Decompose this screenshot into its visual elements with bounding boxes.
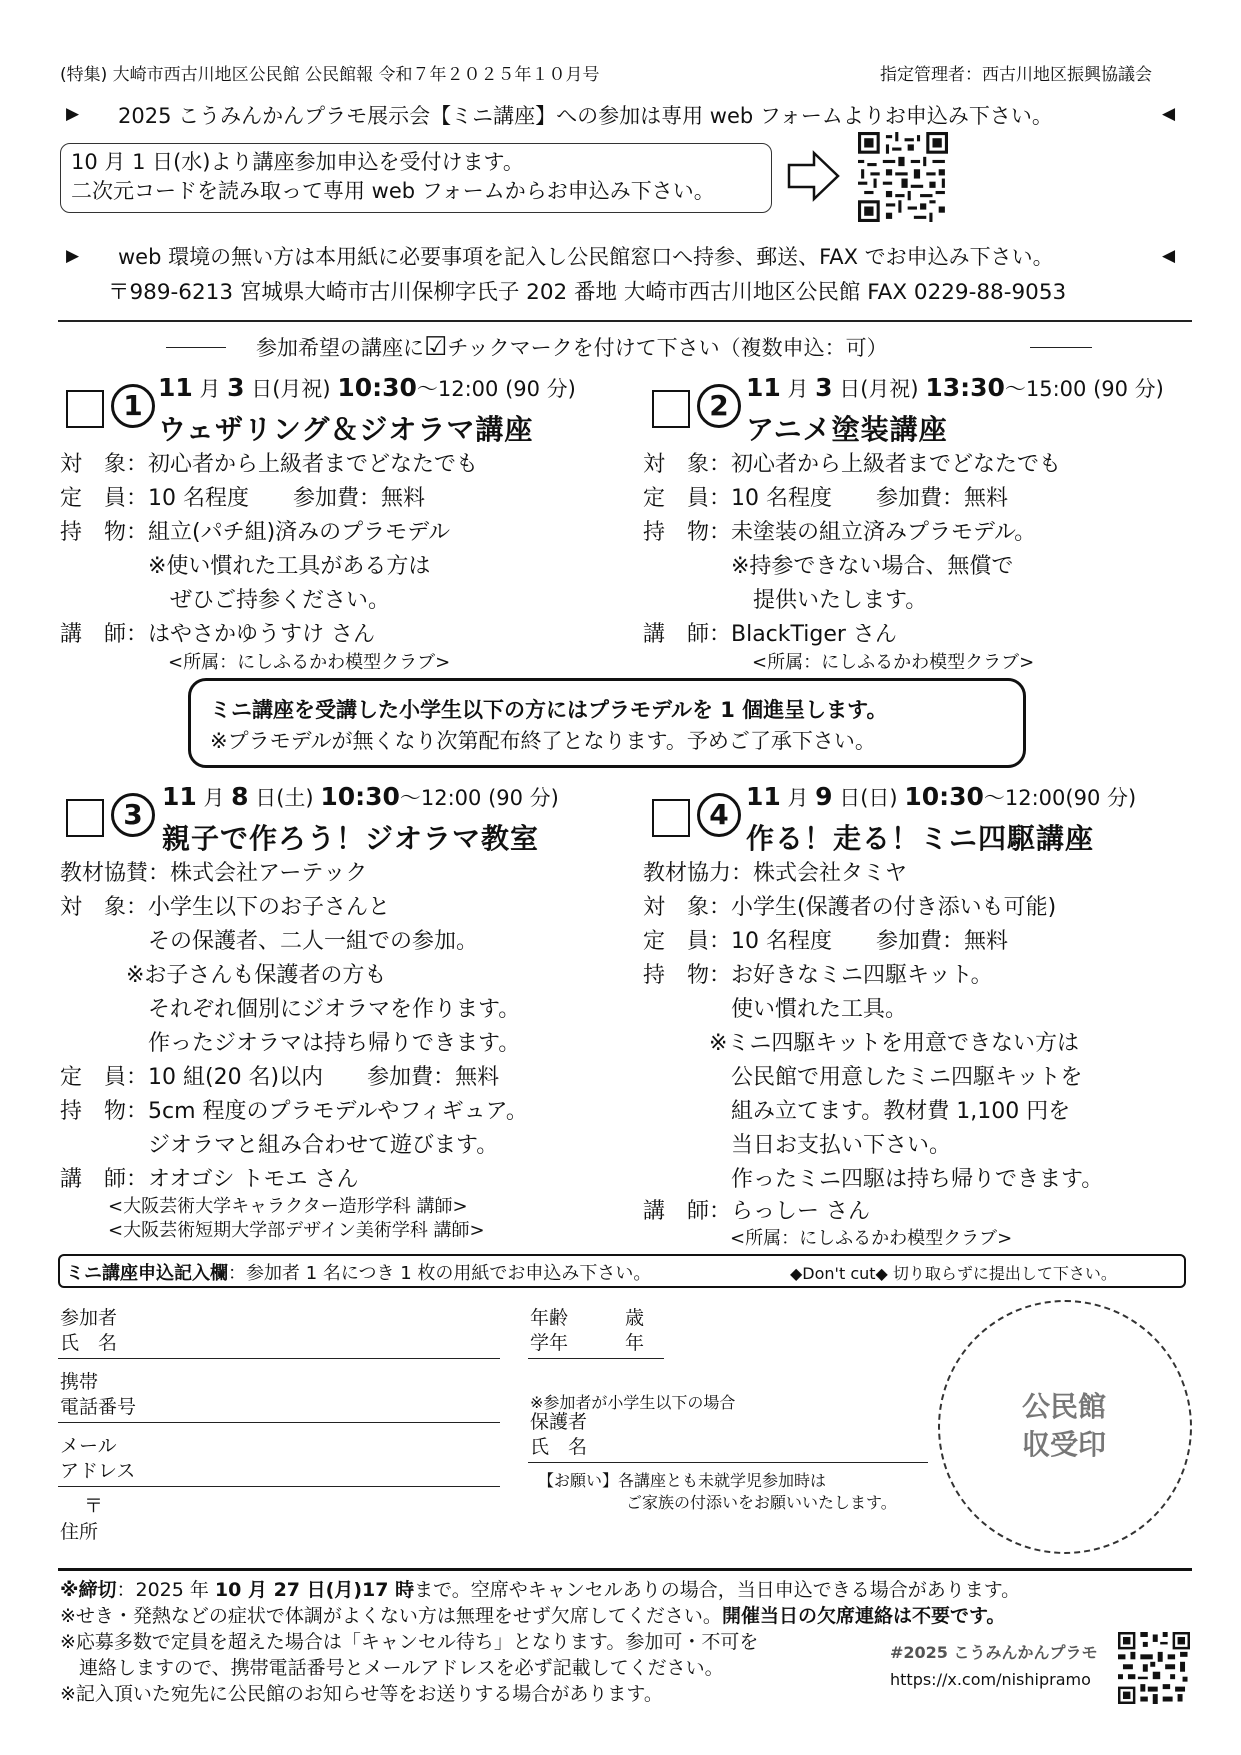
course-4-checkbox[interactable] [652, 799, 690, 837]
zip-label: 〒 [84, 1495, 104, 1517]
phone-label: 携帯 電話番号 [60, 1371, 137, 1418]
course-1-number: 1 [111, 384, 155, 428]
announce-line2: web 環境の無い方は本用紙に必要事項を記入し公民館窓口へ持参、郵送、FAX でお申込み下さい。 [118, 245, 1054, 269]
gift-line2: ※プラモデルが無くなり次第配布終了となります。予めご了承下さい。 [210, 729, 876, 753]
address-label: 住所 [60, 1521, 99, 1543]
course-4-line: 組み立てます。教材費 1,100 円を [643, 1099, 1071, 1124]
course-3-title: 親子で作ろう！ジオラマ教室 [162, 822, 540, 855]
notice-line1: 10 月 1 日(水)より講座参加申込を受付けます。 [71, 150, 524, 174]
form-header-text [66, 1259, 651, 1285]
instruction [256, 332, 888, 362]
waitlist-note: ※応募多数で定員を超えた場合は「キャンセル待ち」となります。参加可・不可を [60, 1631, 759, 1653]
course-4-line: 定 員：10 名程度 参加費：無料 [643, 929, 1008, 954]
course-2-title: アニメ塗装講座 [746, 413, 948, 446]
stamp-label: 公民館 収受印 [1021, 1390, 1106, 1461]
course-4-instructor: 講 師：らっしー さん [643, 1199, 870, 1224]
address-line: 〒989-6213 宮城県大崎市古川保柳字氏子 202 番地 大崎市西古川地区公民館 FAX 0229-88-9053 [108, 280, 1067, 305]
course-2-line: 対 象：初心者から上級者までどなたでも [643, 452, 1062, 477]
course-4-number: 4 [697, 793, 741, 837]
arrow-outline-icon [786, 150, 842, 202]
request-line2: ご家族の付添いをお願いいたします。 [626, 1493, 897, 1512]
notice-line2: 二次元コードを読み取って専用 web フォームからお申込み下さい。 [71, 179, 715, 203]
mailing-note: ※記入頂いた宛先に公民館のお知らせ等をお送りする場合があります。 [60, 1683, 663, 1705]
header-left: (特集) 大崎市西古川地区公民館 公民館報 令和７年２０２５年１０月号 [60, 65, 600, 85]
course-1-line: 持 物：組立(パチ組)済みのプラモデル [60, 520, 451, 545]
course-1-line: 対 象：初心者から上級者までどなたでも [60, 452, 479, 477]
course-3-number: 3 [111, 793, 155, 837]
course-3-line: 教材協賛：株式会社アーテック [60, 861, 368, 886]
email-field[interactable] [58, 1486, 500, 1487]
header-right: 指定管理者：西古川地区振興協議会 [880, 65, 1152, 85]
divider [58, 1568, 1192, 1571]
course-1-date: 11 月 3 日(月祝) 10:30～12:00 (90 分) [158, 373, 576, 402]
course-3-line: 作ったジオラマは持ち帰りできます。 [60, 1031, 521, 1056]
course-1-affiliation: <所属：にしふるかわ模型クラブ> [168, 652, 451, 673]
gift-line1: ミニ講座を受講した小学生以下の方にはプラモデルを 1 個進呈します。 [210, 698, 888, 722]
course-2-checkbox[interactable] [652, 390, 690, 428]
participant-name-label: 参加者 氏 名 [60, 1307, 118, 1354]
course-4-affiliation: <所属：にしふるかわ模型クラブ> [730, 1228, 1013, 1249]
course-3-checkbox[interactable] [66, 799, 104, 837]
course-4-line: 当日お支払い下さい。 [643, 1133, 952, 1158]
request-line1: 【お願い】各講座とも未就学児参加時は [538, 1471, 827, 1490]
arrow-left-icon: ◀ [1162, 246, 1176, 266]
course-3-instructor: 講 師：オオゴシ トモエ さん [60, 1167, 359, 1192]
course-4-line: 持 物：お好きなミニ四駆キット。 [643, 963, 993, 988]
arrow-right-icon: ▶ [66, 104, 80, 124]
notice-box [60, 143, 772, 213]
course-3-line: その保護者、二人一組での参加。 [60, 929, 479, 954]
divider [166, 347, 226, 348]
course-4-title: 作る！走る！ミニ四駆講座 [746, 822, 1095, 855]
check-icon: ☑ [424, 332, 448, 362]
dont-cut-note: ◆Don't cut◆ 切り取らずに提出して下さい。 [790, 1264, 1117, 1283]
course-1-checkbox[interactable] [66, 390, 104, 428]
course-2-affiliation: <所属：にしふるかわ模型クラブ> [752, 652, 1035, 673]
form-header-instruction: ：参加者 1 名につき 1 枚の用紙でお申込み下さい。 [228, 1263, 652, 1284]
course-1-line: 定 員：10 名程度 参加費：無料 [60, 486, 425, 511]
email-label: メール アドレス [60, 1435, 136, 1482]
health-note: ※せき・発熱などの症状で体調がよくない方は無理をせず欠席してください。開催当日の欠席連絡は不要です。 [60, 1605, 1006, 1627]
course-2-number: 2 [697, 384, 741, 428]
course-2-line: ※持参できない場合、無償で [643, 554, 1014, 579]
course-2-line: 定 員：10 名程度 参加費：無料 [643, 486, 1008, 511]
course-3-affiliation: <大阪芸術短期大学部デザイン美術学科 講師> [108, 1220, 485, 1241]
guardian-name-field[interactable] [528, 1462, 928, 1463]
arrow-right-icon: ▶ [66, 246, 80, 266]
course-3-date: 11 月 8 日(土) 10:30～12:00 (90 分) [162, 782, 559, 811]
guardian-note: ※参加者が小学生以下の場合 [530, 1393, 736, 1412]
arrow-left-icon: ◀ [1162, 104, 1176, 124]
course-3-line: 定 員：10 組(20 名)以内 参加費：無料 [60, 1065, 500, 1090]
age-grade-label: 年齢 歳 学年 年 [530, 1307, 645, 1354]
course-1-line: ※使い慣れた工具がある方は [60, 554, 431, 579]
course-4-line: 作ったミニ四駆は持ち帰りできます。 [643, 1167, 1104, 1192]
course-4-line: 使い慣れた工具。 [643, 997, 908, 1022]
course-1-instructor: 講 師：はやさかゆうすけ さん [60, 622, 375, 647]
course-3-line: 対 象：小学生以下のお子さんと [60, 895, 391, 920]
waitlist-note: 連絡しますので、携帯電話番号とメールアドレスを必ず記載してください。 [60, 1657, 724, 1679]
instruction-after: チックマークを付けて下さい（複数申込：可） [447, 336, 888, 360]
announce-line1: 2025 こうみんかんプラモ展示会【ミニ講座】への参加は専用 web フォームよりお申込み下さい。 [118, 104, 1053, 128]
guardian-name-label: 保護者 氏 名 [530, 1411, 588, 1458]
course-2-line: 提供いたします。 [643, 588, 928, 613]
course-3-line: ジオラマと組み合わせて遊びます。 [60, 1133, 499, 1158]
course-4-line: 公民館で用意したミニ四駆キットを [643, 1065, 1083, 1090]
age-grade-field[interactable] [528, 1358, 664, 1359]
qr-code-icon[interactable] [1118, 1632, 1190, 1704]
course-4-date: 11 月 9 日(日) 10:30～12:00(90 分) [746, 782, 1137, 811]
phone-field[interactable] [58, 1422, 500, 1423]
form-header-title: ミニ講座申込記入欄 [66, 1263, 228, 1284]
course-3-line: それぞれ個別にジオラマを作ります。 [60, 997, 521, 1022]
course-2-line: 持 物：未塗装の組立済みプラモデル。 [643, 520, 1037, 545]
instruction-before: 参加希望の講座に [256, 336, 424, 360]
x-url-link[interactable]: https://x.com/nishipramo [890, 1670, 1091, 1689]
course-4-line: 対 象：小学生(保護者の付き添いも可能) [643, 895, 1057, 920]
deadline-note: ※締切：2025 年 10 月 27 日(月)17 時まで。空席やキャンセルありの場合，当日申込できる場合があります。 [60, 1579, 1021, 1601]
course-2-instructor: 講 師：BlackTiger さん [643, 622, 897, 647]
course-3-line: 持 物：5cm 程度のプラモデルやフィギュア。 [60, 1099, 528, 1124]
course-4-line: ※ミニ四駆キットを用意できない方は [643, 1031, 1079, 1056]
course-1-line: ぜひご持参ください。 [60, 588, 391, 613]
course-1-title: ウェザリング＆ジオラマ講座 [158, 413, 534, 446]
divider [1030, 347, 1092, 348]
qr-code-icon[interactable] [858, 132, 948, 222]
hashtag: #2025 こうみんかんプラモ [890, 1643, 1098, 1662]
divider [58, 320, 1192, 322]
course-4-line: 教材協力：株式会社タミヤ [643, 861, 908, 886]
participant-name-field[interactable] [58, 1358, 500, 1359]
course-3-affiliation: <大阪芸術大学キャラクター造形学科 講師> [108, 1196, 468, 1217]
course-3-line: ※お子さんも保護者の方も [60, 963, 387, 988]
course-2-date: 11 月 3 日(月祝) 13:30～15:00 (90 分) [746, 373, 1164, 402]
